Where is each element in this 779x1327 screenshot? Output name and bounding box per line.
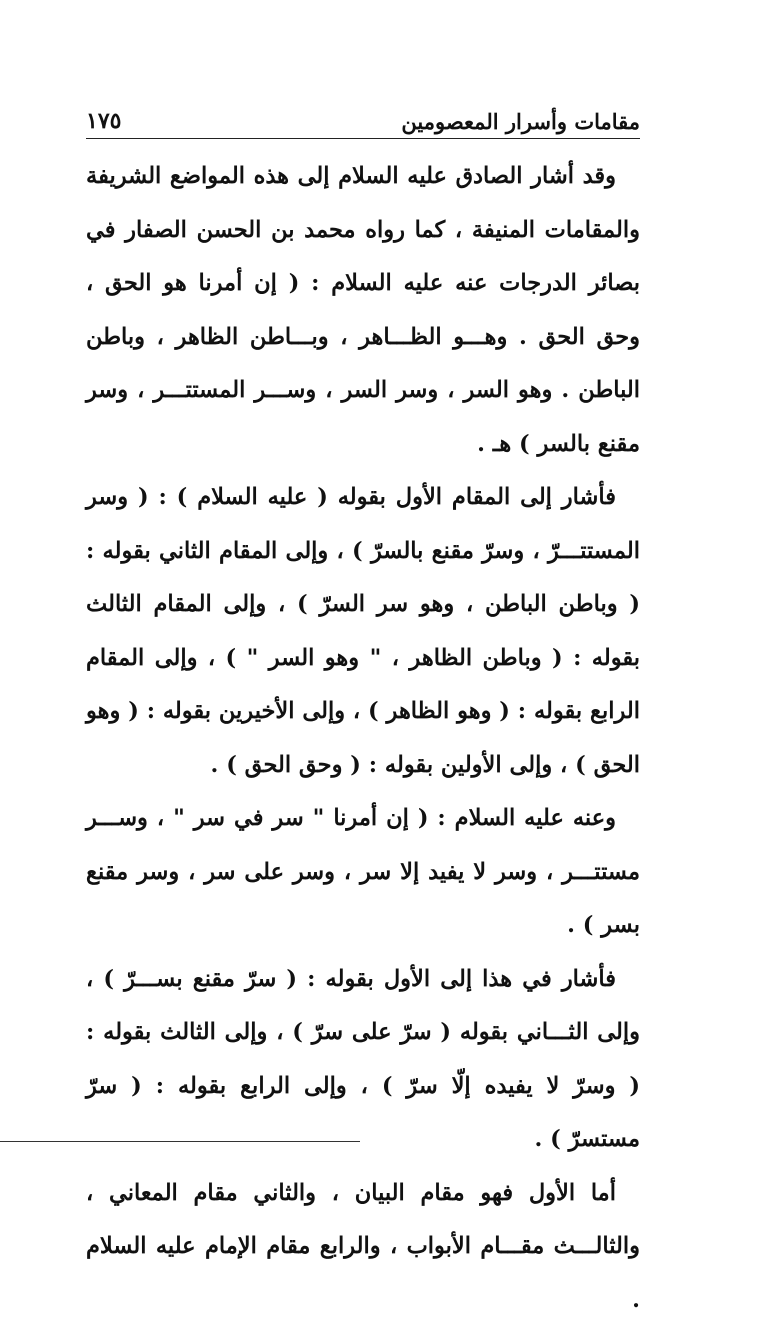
running-header <box>86 98 640 134</box>
paragraph-3: وعنه عليه السلام : ( إن أمرنا " سر في سر " ، وســـر مستتـــر ، وسر لا يفيد إلا سر ، وسر على سر ، وسر مقنع بسر ) . <box>86 792 640 953</box>
page-number: ١٧٥ <box>86 108 121 134</box>
header-rule <box>86 138 640 139</box>
body-text <box>86 150 640 1327</box>
footnote-rule <box>0 1141 360 1142</box>
paragraph-5: أما الأول فهو مقام البيان ، والثاني مقام المعاني ، والثالـــث مقـــام الأبواب ، والرابع مقام الإمام عليه السلام . <box>86 1167 640 1327</box>
paragraph-2: فأشار إلى المقام الأول بقوله ( عليه السلام ) : ( وسر المستتـــرّ ، وسرّ مقنع بالسرّ ) ، وإلى المقام الثاني بقوله : ( وباطن الباطن ، وهو سر السرّ ) ، وإلى المقام الثالث بقوله : ( وباطن الظاهر ، " وهو السر " ) ، وإلى المقام الرابع بقوله : ( وهو الظاهر ) ، وإلى الأخيرين بقوله : ( وهو الحق ) ، وإلى الأولين بقوله : ( وحق الحق ) . <box>86 471 640 792</box>
paragraph-4: فأشار في هذا إلى الأول بقوله : ( سرّ مقنع بســـرّ ) ، وإلى الثـــاني بقوله ( سرّ على سرّ ) ، وإلى الثالث بقوله : ( وسرّ لا يفيده إلّا سرّ ) ، وإلى الرابع بقوله : ( سرّ مستسرّ ) . <box>86 953 640 1167</box>
paragraph-1: وقد أشار الصادق عليه السلام إلى هذه المواضع الشريفة والمقامات المنيفة ، كما رواه محمد بن الحسن الصفار في بصائر الدرجات عنه عليه السلام : ( إن أمرنا هو الحق ، وحق الحق . وهـــو الظـــاهر ، وبـــاطن الظاهر ، وباطن الباطن . وهو السر ، وسر السر ، وســـر المستتـــر ، وسر مقنع بالسر ) هـ . <box>86 150 640 471</box>
running-title: مقامات وأسرار المعصومين <box>401 109 640 134</box>
